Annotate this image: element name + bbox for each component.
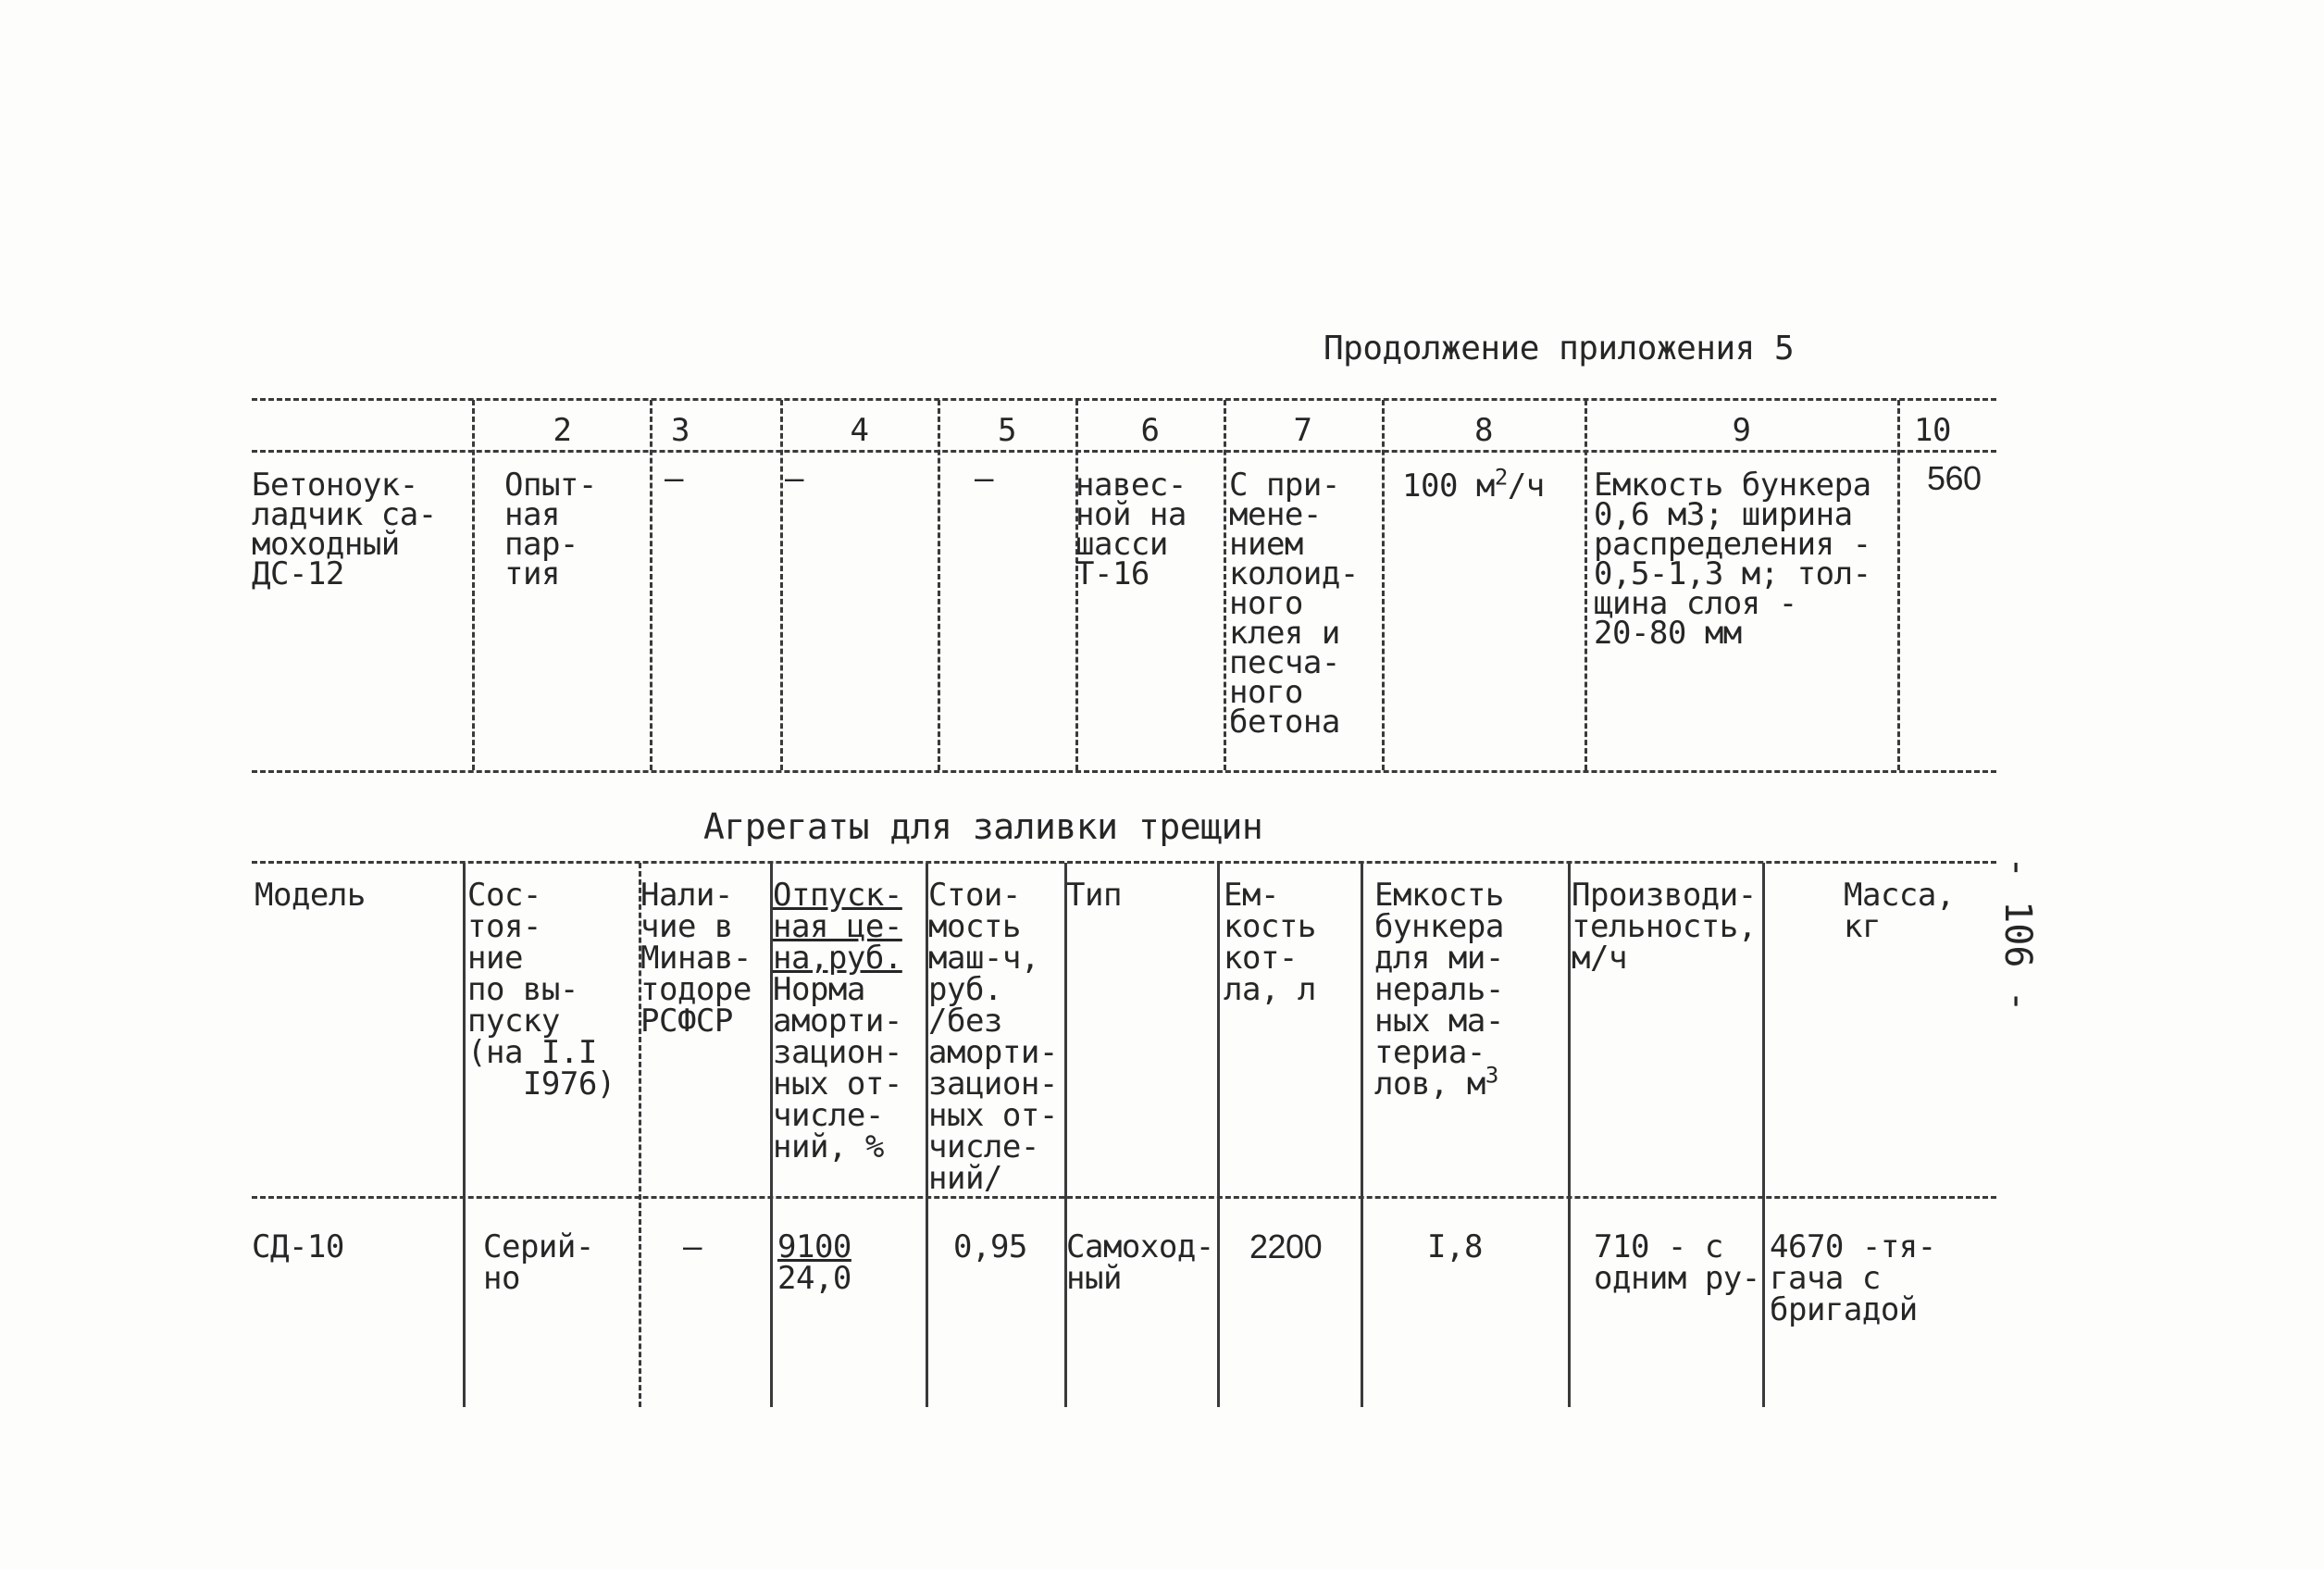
header-boiler: Ем- кость кот- ла, л [1224, 877, 1316, 1008]
row-col7: С при- мене- нием колоид- ного клея и песча- ного бетона [1229, 467, 1359, 741]
header-bunker-sup: 3 [1485, 1062, 1498, 1089]
col-number-5: 5 [998, 412, 1016, 449]
col-number-9: 9 [1732, 412, 1751, 449]
row2-model: СД-10 [252, 1228, 344, 1265]
col-number-2: 2 [553, 412, 572, 449]
section-title: Агрегаты для заливки трещин [703, 806, 1263, 847]
row-state: Опыт- ная пар- тия [504, 467, 597, 592]
col-number-4: 4 [850, 412, 869, 449]
row-name: Бетоноук- ладчик са- моходный ДС-12 [252, 467, 437, 592]
header-amortization-rate: Норма аморти- зацион- ных от- числе- ний, % [773, 971, 902, 1165]
col-number-8: 8 [1474, 412, 1493, 449]
row2-cost: 0,95 [953, 1228, 1027, 1265]
row2-presence: – [683, 1228, 702, 1265]
header-type: Тип [1066, 877, 1122, 914]
col-number-7: 7 [1293, 412, 1312, 449]
row-col4: – [785, 460, 803, 497]
row-col3: – [665, 460, 683, 497]
row-col9: Емкость бункера 0,6 м3; ширина распределения - 0,5-1,3 м; тол- щина слоя - 20-80 мм [1594, 467, 1871, 652]
row2-amortization: 24,0 [777, 1260, 851, 1297]
header-state: Сос- тоя- ние по вы- пуску (на I.I I976) [467, 877, 615, 1103]
header-model: Модель [255, 877, 366, 914]
header-presence: Нали- чие в Минав- тодоре РСФСР [640, 877, 752, 1040]
row2-type: Самоход- ный [1066, 1228, 1214, 1297]
row2-state: Серий- но [483, 1228, 594, 1297]
row-col10: 560 [1927, 459, 1982, 497]
row2-mass: 4670 -тя- гача с бригадой [1770, 1228, 1936, 1328]
page-number: - 106 - [1996, 856, 2039, 1013]
row-col5: – [975, 460, 993, 497]
row2-bunker: I,8 [1427, 1228, 1483, 1265]
row-col8-value: 100 м [1402, 467, 1495, 505]
row2-productivity: 710 - с одним ру- [1594, 1228, 1760, 1297]
col-number-6: 6 [1140, 412, 1160, 449]
header-bunker [1374, 877, 1504, 1103]
header-mass: Масса, кг [1844, 877, 1955, 945]
row-col8-unit: /ч [1507, 467, 1545, 505]
header-bunker-text: Емкость бункера для ми- нераль- ных ма- териа- лов, м [1374, 877, 1504, 1103]
row-col8 [1402, 464, 1545, 505]
header-productivity: Производи- тельность, м/ч [1572, 877, 1757, 977]
row2-boiler: 2200 [1249, 1227, 1323, 1265]
header-price: Отпуск- ная це- на,руб. [773, 877, 902, 977]
row-col8-sup: 2 [1494, 464, 1508, 491]
row-col6: навес- ной на шасси Т-16 [1075, 467, 1187, 592]
col-number-10: 10 [1914, 412, 1951, 449]
row2-price: 9100 [777, 1228, 851, 1265]
col-number-3: 3 [671, 412, 690, 449]
header-cost: Стои- мость маш-ч, руб. /без аморти- зацион- ных от- числе- ний/ [928, 877, 1058, 1197]
continuation-heading: Продолжение приложения 5 [1324, 330, 1795, 368]
